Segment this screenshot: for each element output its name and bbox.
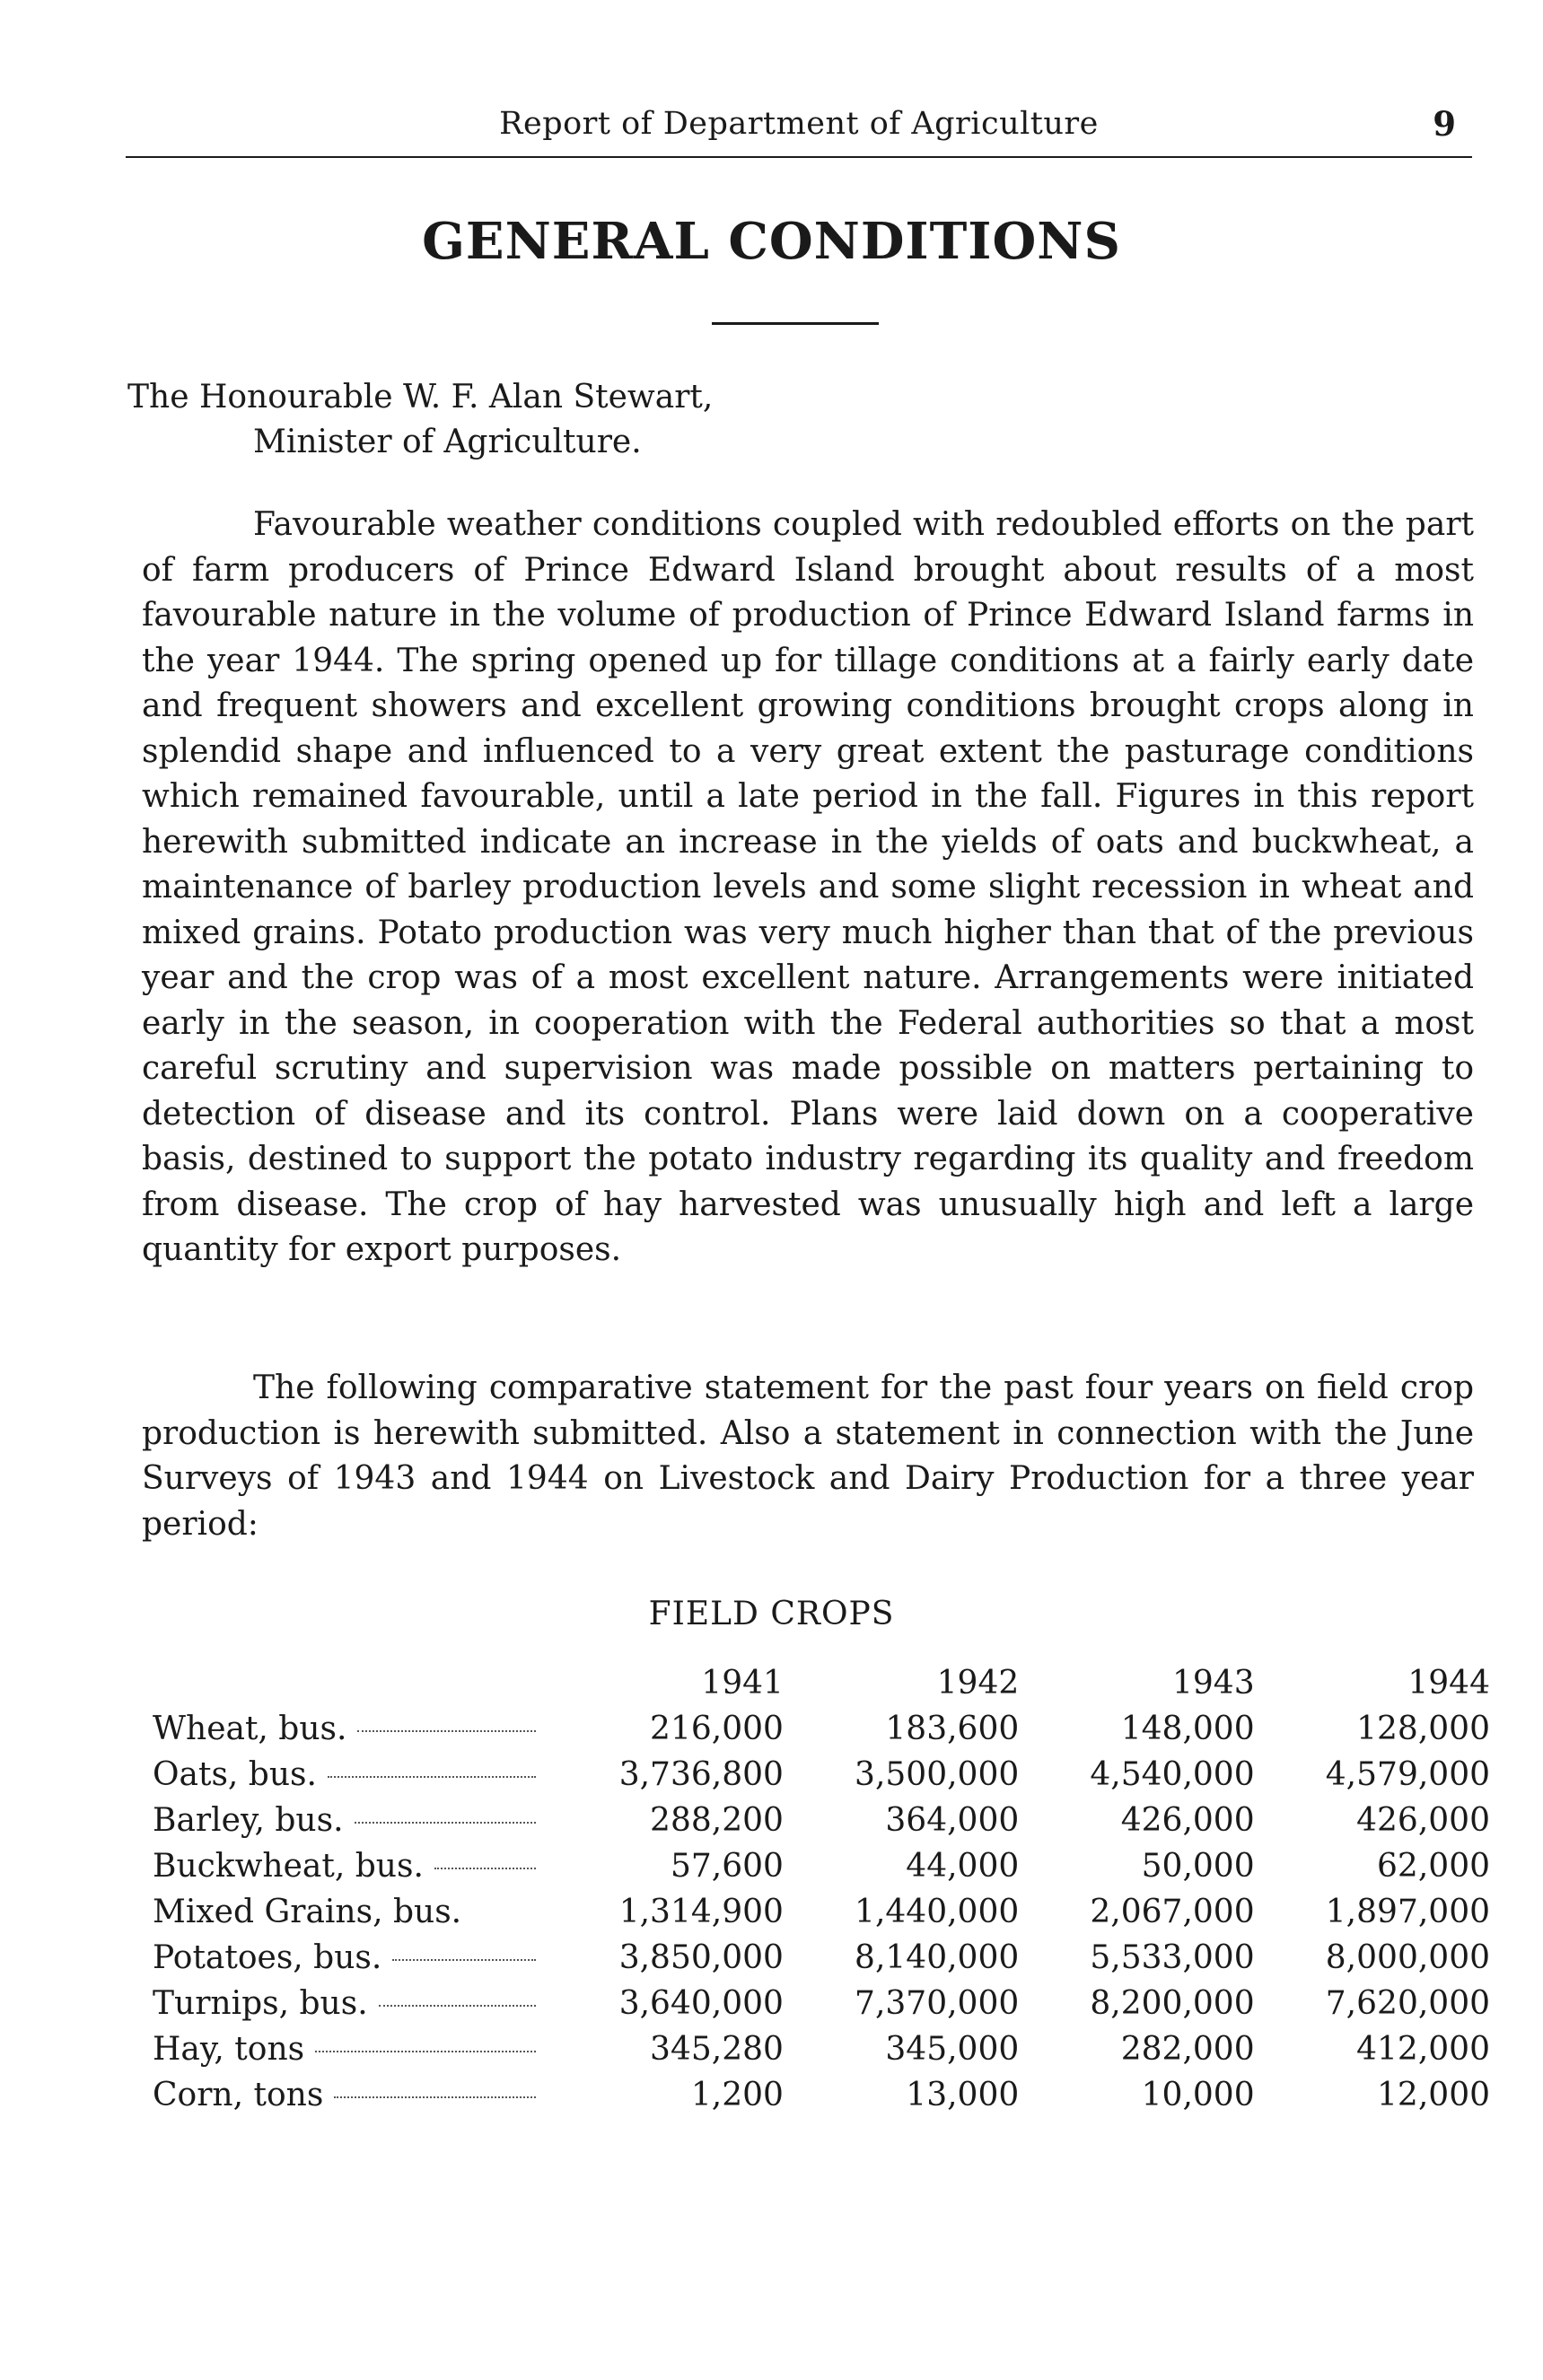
crop-label: Turnips, bus.	[153, 1985, 368, 2022]
crop-value-1941: 288,200	[650, 1802, 784, 1839]
table-row	[153, 1889, 1490, 1935]
crop-label: Mixed Grains, bus.	[153, 1894, 462, 1930]
crop-label: Barley, bus.	[153, 1802, 344, 1839]
table-row	[153, 1935, 1490, 1981]
crop-value-1943: 148,000	[1120, 1711, 1255, 1747]
body-paragraph-1: Favourable weather conditions coupled with redoubled efforts on the part of farm producers of Prince Edward Island brought about results of a most favourable nature in the volume of production of Prince Edward Island farms in the year 1944. The spring opened up for tillage conditions at a fairly early date and frequent showers and excellent growing conditions brought crops along in splendid shape and influenced to a very great extent the pasturage conditions which remained favourable, until a late period in the fall. Figures in this report herewith submitted indicate an increase in the yields of oats and buckwheat, a maintenance of barley production levels and some slight recession in wheat and mixed grains. Potato production was very much higher than that of the previous year and the crop was of a most excellent nature. Arrangements were initiated early in the season, in cooperation with the Federal authorities so that a most careful scrutiny and supervision was made possible on matters pertaining to detection of disease and its control. Plans were laid down on a cooperative basis, destined to support the potato industry regarding its quality and freedom from disease. The crop of hay harvested was unusually high and left a large quantity for export purposes.	[142, 506, 1474, 1268]
crop-value-1944: 426,000	[1356, 1802, 1490, 1839]
crop-label: Oats, bus.	[153, 1756, 317, 1793]
year-header: 1941	[701, 1665, 784, 1702]
crop-value-1943: 426,000	[1120, 1802, 1255, 1839]
crop-label-cell	[153, 2072, 548, 2118]
addressee-position: Minister of Agriculture.	[253, 424, 642, 460]
crop-label-cell	[153, 1706, 548, 1752]
field-crops-heading: FIELD CROPS	[648, 1596, 895, 1632]
year-header: 1944	[1407, 1665, 1490, 1702]
year-header: 1942	[936, 1665, 1020, 1702]
table-header-blank	[153, 1660, 548, 1706]
crop-label: Corn, tons	[153, 2077, 324, 2113]
table-header-row	[153, 1660, 1490, 1706]
crop-value-1943: 50,000	[1141, 1848, 1255, 1885]
running-header-title: Report of Department of Agriculture	[499, 106, 1099, 142]
table-row	[153, 1798, 1490, 1843]
dot-leader	[355, 1822, 536, 1824]
dot-leader	[434, 1868, 536, 1869]
table-row	[153, 1752, 1490, 1798]
crop-label-cell	[153, 1935, 548, 1981]
dot-leader	[379, 2005, 536, 2007]
addressee-name: The Honourable W. F. Alan Stewart,	[127, 379, 714, 416]
crop-value-1943: 4,540,000	[1090, 1756, 1255, 1793]
crop-label-cell	[153, 1798, 548, 1843]
dot-leader	[392, 1959, 535, 1961]
crop-value-1943: 5,533,000	[1090, 1939, 1255, 1976]
crop-label-cell	[153, 1889, 548, 1935]
crop-value-1942: 183,600	[885, 1711, 1020, 1747]
crop-label-cell	[153, 2026, 548, 2072]
crop-value-1941: 216,000	[650, 1711, 784, 1747]
crop-value-1944: 128,000	[1356, 1711, 1490, 1747]
crop-value-1944: 8,000,000	[1325, 1939, 1490, 1976]
crop-value-1941: 57,600	[670, 1848, 784, 1885]
crop-value-1942: 7,370,000	[855, 1985, 1020, 2022]
crop-value-1942: 364,000	[885, 1802, 1020, 1839]
crop-value-1944: 12,000	[1377, 2077, 1490, 2113]
crop-value-1942: 345,000	[885, 2031, 1020, 2068]
title-divider	[712, 322, 879, 325]
crop-value-1941: 1,200	[690, 2077, 784, 2113]
crop-label: Buckwheat, bus.	[153, 1848, 424, 1885]
crop-value-1944: 7,620,000	[1325, 1985, 1490, 2022]
table-row	[153, 2026, 1490, 2072]
crop-value-1941: 3,640,000	[618, 1985, 784, 2022]
page-number: 9	[1433, 104, 1456, 144]
crop-value-1942: 13,000	[906, 2077, 1020, 2113]
page-title: GENERAL CONDITIONS	[422, 212, 1121, 271]
crop-value-1942: 44,000	[906, 1848, 1020, 1885]
table-row	[153, 2072, 1490, 2118]
crop-label-cell	[153, 1843, 548, 1889]
crop-label: Hay, tons	[153, 2031, 305, 2068]
table-row	[153, 1981, 1490, 2026]
field-crops-table	[153, 1660, 1490, 2118]
crop-value-1943: 10,000	[1141, 2077, 1255, 2113]
crop-value-1944: 412,000	[1356, 2031, 1490, 2068]
crop-value-1941: 3,736,800	[618, 1756, 784, 1793]
crop-value-1941: 345,280	[650, 2031, 784, 2068]
crop-label-cell	[153, 1752, 548, 1798]
crop-value-1944: 4,579,000	[1325, 1756, 1490, 1793]
table-body	[153, 1706, 1490, 2118]
addressee-block	[127, 375, 713, 465]
crop-value-1944: 62,000	[1377, 1848, 1490, 1885]
crop-value-1943: 2,067,000	[1090, 1894, 1255, 1930]
crop-value-1943: 282,000	[1120, 2031, 1255, 2068]
body-paragraph-2: The following comparative statement for the past four years on field crop production is herewith submitted. Also a statement in connection with the June Surveys of 1943 and 1944 on Livestock and Dairy Production for a three year period:	[142, 1369, 1474, 1543]
running-header	[126, 101, 1472, 158]
table-row	[153, 1706, 1490, 1752]
crop-value-1941: 3,850,000	[618, 1939, 784, 1976]
crop-label-cell	[153, 1981, 548, 2026]
table-row	[153, 1843, 1490, 1889]
crop-label: Potatoes, bus.	[153, 1939, 382, 1976]
crop-label: Wheat, bus.	[153, 1711, 347, 1747]
crop-value-1941: 1,314,900	[618, 1894, 784, 1930]
crop-value-1943: 8,200,000	[1090, 1985, 1255, 2022]
year-header: 1943	[1171, 1665, 1255, 1702]
crop-value-1942: 8,140,000	[855, 1939, 1020, 1976]
dot-leader	[357, 1730, 535, 1732]
crop-value-1944: 1,897,000	[1325, 1894, 1490, 1930]
dot-leader	[334, 2096, 535, 2098]
crop-value-1942: 3,500,000	[855, 1756, 1020, 1793]
crop-value-1942: 1,440,000	[855, 1894, 1020, 1930]
dot-leader	[328, 1776, 536, 1778]
dot-leader	[315, 2051, 535, 2052]
